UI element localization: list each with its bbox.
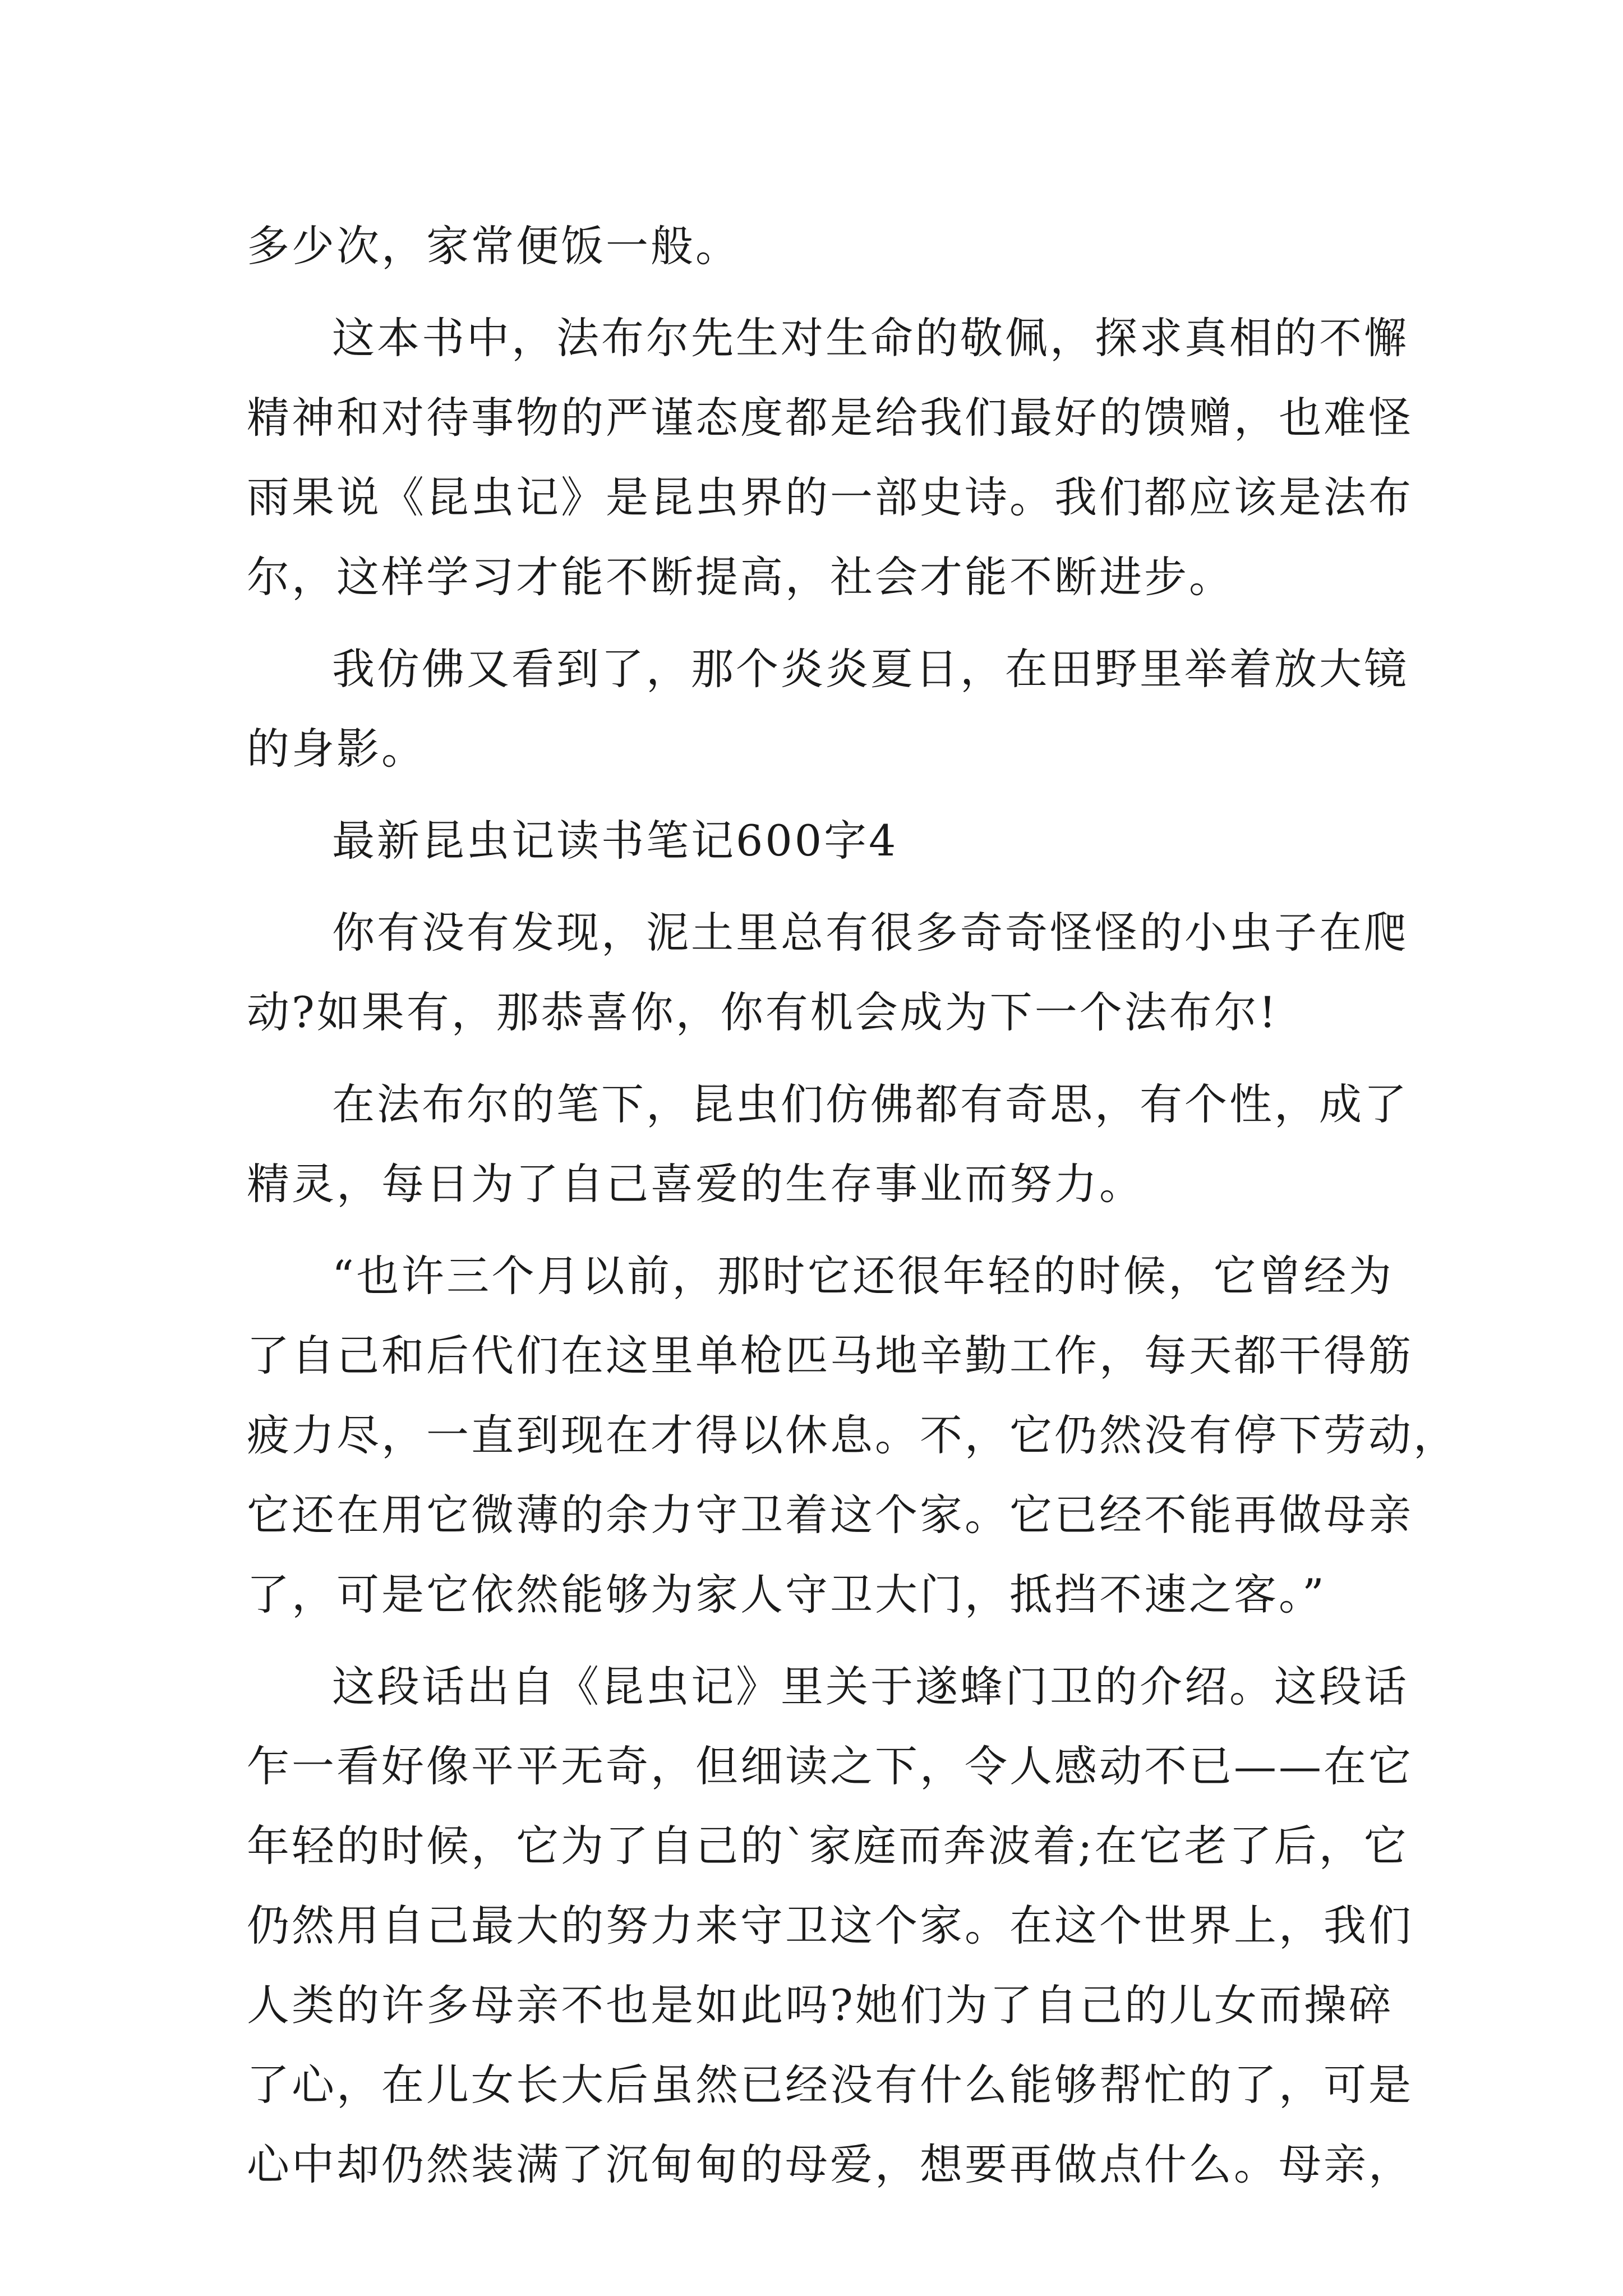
- quote-paragraph: [247, 1236, 1458, 1635]
- text-line: 在法布尔的笔下，昆虫们仿佛都有奇思，有个性，成了: [332, 1079, 1409, 1129]
- paragraph: [247, 206, 1394, 286]
- text-line: 疲力尽，一直到现在才得以休息。不，它仍然没有停下劳动，: [247, 1410, 1458, 1460]
- text-line: 这本书中，法布尔先生对生命的敬佩，探求真相的不懈: [332, 313, 1409, 363]
- text-line: “也许三个月以前，那时它还很年轻的时候，它曾经为: [332, 1251, 1394, 1301]
- text-line: 雨果说《昆虫记》是昆虫界的一部史诗。我们都应该是法布: [247, 472, 1413, 522]
- text-line: 这段话出自《昆虫记》里关于遂蜂门卫的介绍。这段话: [332, 1662, 1409, 1711]
- text-line: 我仿佛又看到了，那个炎炎夏日，在田野里举着放大镜: [332, 644, 1409, 694]
- text-line: 它还在用它微薄的余力守卫着这个家。它已经不能再做母亲: [247, 1490, 1413, 1540]
- text-line: 动?如果有，那恭喜你，你有机会成为下一个法布尔!: [247, 987, 1279, 1037]
- text-line: 年轻的时候，它为了自己的`家庭而奔波着;在它老了后，它: [247, 1821, 1409, 1871]
- text-line: 了自己和后代们在这里单枪匹马地辛勤工作，每天都干得筋: [247, 1331, 1413, 1381]
- text-line: 你有没有发现，泥土里总有很多奇奇怪怪的小虫子在爬: [332, 908, 1409, 958]
- text-line: 尔，这样学习才能不断提高，社会才能不断进步。: [247, 552, 1234, 602]
- paragraph: [247, 298, 1413, 617]
- text-line: 精灵，每日为了自己喜爱的生存事业而努力。: [247, 1159, 1144, 1209]
- heading-line: 最新昆虫记读书笔记600字4: [332, 816, 898, 866]
- text-line: 精神和对待事物的严谨态度都是给我们最好的馈赠，也难怪: [247, 393, 1413, 443]
- text-line: 的身影。: [247, 724, 426, 774]
- text-line: 人类的许多母亲不也是如此吗?她们为了自己的儿女而操碎: [247, 1980, 1394, 2030]
- paragraph: [247, 629, 1409, 789]
- text-line: 了心，在儿女长大后虽然已经没有什么能够帮忙的了，可是: [247, 2060, 1413, 2110]
- paragraph: [247, 893, 1409, 1052]
- paragraph: [247, 1647, 1413, 2205]
- text-line: 多少次，家常便饭一般。: [247, 221, 740, 271]
- text-line: 乍一看好像平平无奇，但细读之下，令人感动不已——在它: [247, 1741, 1413, 1791]
- text-line: 心中却仍然装满了沉甸甸的母爱，想要再做点什么。母亲，: [247, 2139, 1413, 2189]
- section-heading: [247, 801, 1394, 881]
- document-body: [247, 206, 1458, 2205]
- paragraph: [247, 1065, 1409, 1224]
- text-line: 仍然用自己最大的努力来守卫这个家。在这个世界上，我们: [247, 1901, 1413, 1950]
- text-line: 了，可是它依然能够为家人守卫大门，抵挡不速之客。”: [247, 1570, 1326, 1619]
